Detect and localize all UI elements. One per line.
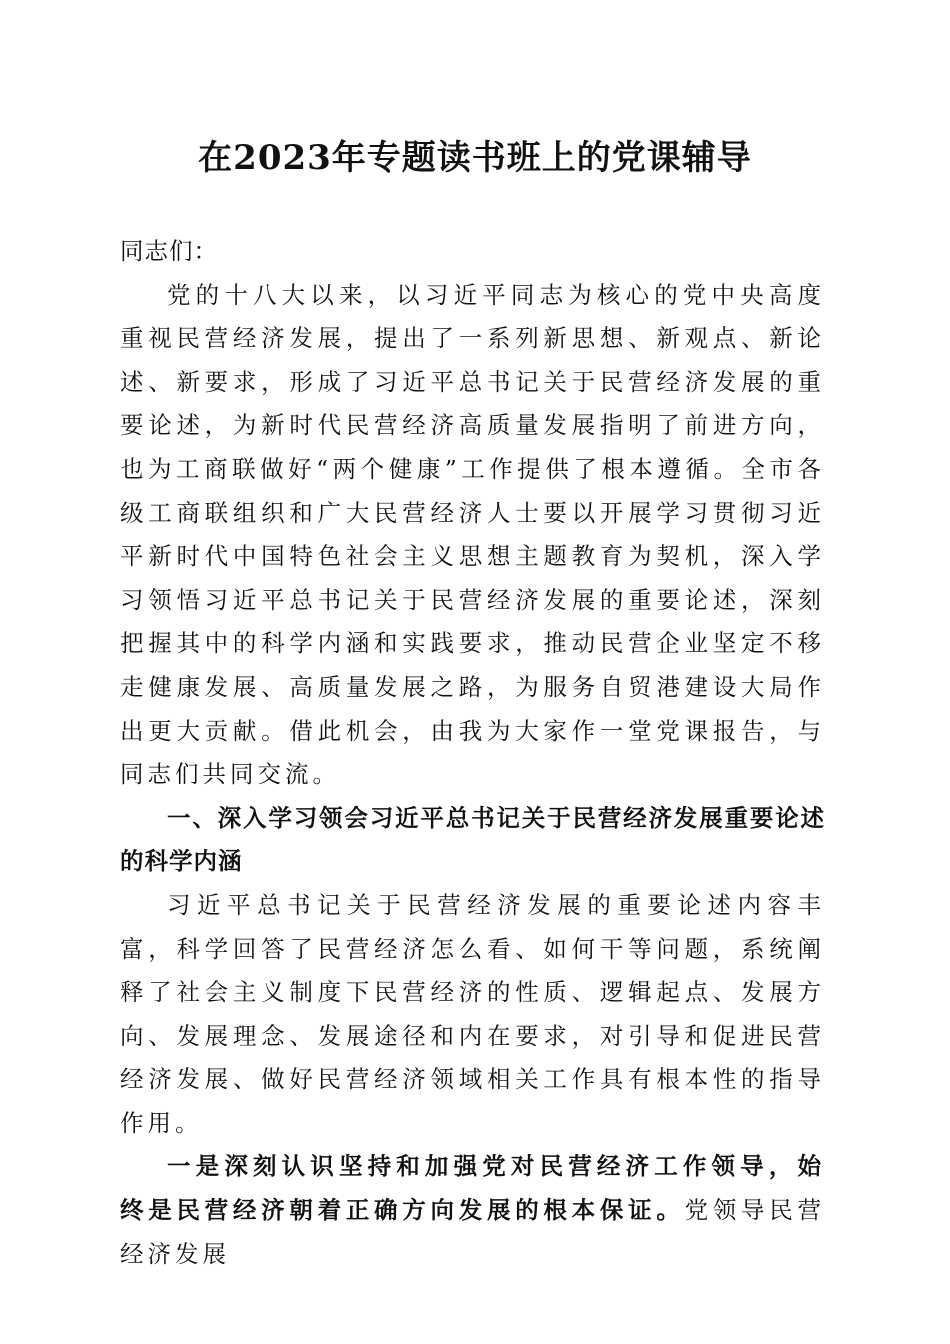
salutation: 同志们：: [120, 237, 218, 265]
document-title: 在2023年专题读书班上的党课辅导: [198, 138, 752, 178]
point-paragraph: [120, 1145, 825, 1276]
intro-paragraph: 党的十八大以来，以习近平同志为核心的党中央高度重视民营经济发展，提出了一系列新思想、新观点、新论述、新要求，形成了习近平总书记关于民营经济发展的重要论述，为新时代民营经济高质量发展指明了前进方向，也为工商联做好“两个健康”工作提供了根本遵循。全市各级工商联组织和广大民营经济人士要以开展学习贯彻习近平新时代中国特色社会主义思想主题教育为契机，深入学习领悟习近平总书记关于民营经济发展的重要论述，深刻把握其中的科学内涵和实践要求，推动民营企业坚定不移走健康发展、高质量发展之路，为服务自贸港建设大局作出更大贡献。借此机会，由我为大家作一堂党课报告，与同志们共同交流。: [120, 280, 825, 789]
point-text: 党领导民营经济发展: [120, 1196, 826, 1268]
section-paragraph: 习近平总书记关于民营经济发展的重要论述内容丰富，科学回答了民营经济怎么看、如何干等问题，系统阐释了社会主义制度下民营经济的性质、逻辑起点、发展方向、发展理念、发展途径和内在要求，对引导和促进民营经济发展、做好民营经济领域相关工作具有根本性的指导作用。: [120, 890, 825, 1137]
document-body: [120, 230, 825, 1276]
section-heading: 一、深入学习领会习近平总书记关于民营经济发展重要论述的科学内涵: [120, 803, 825, 876]
point-lead: 一是深刻认识坚持和加强党对民营经济工作领导，始终是民营经济朝着正确方向发展的根本保证。: [120, 1152, 825, 1225]
